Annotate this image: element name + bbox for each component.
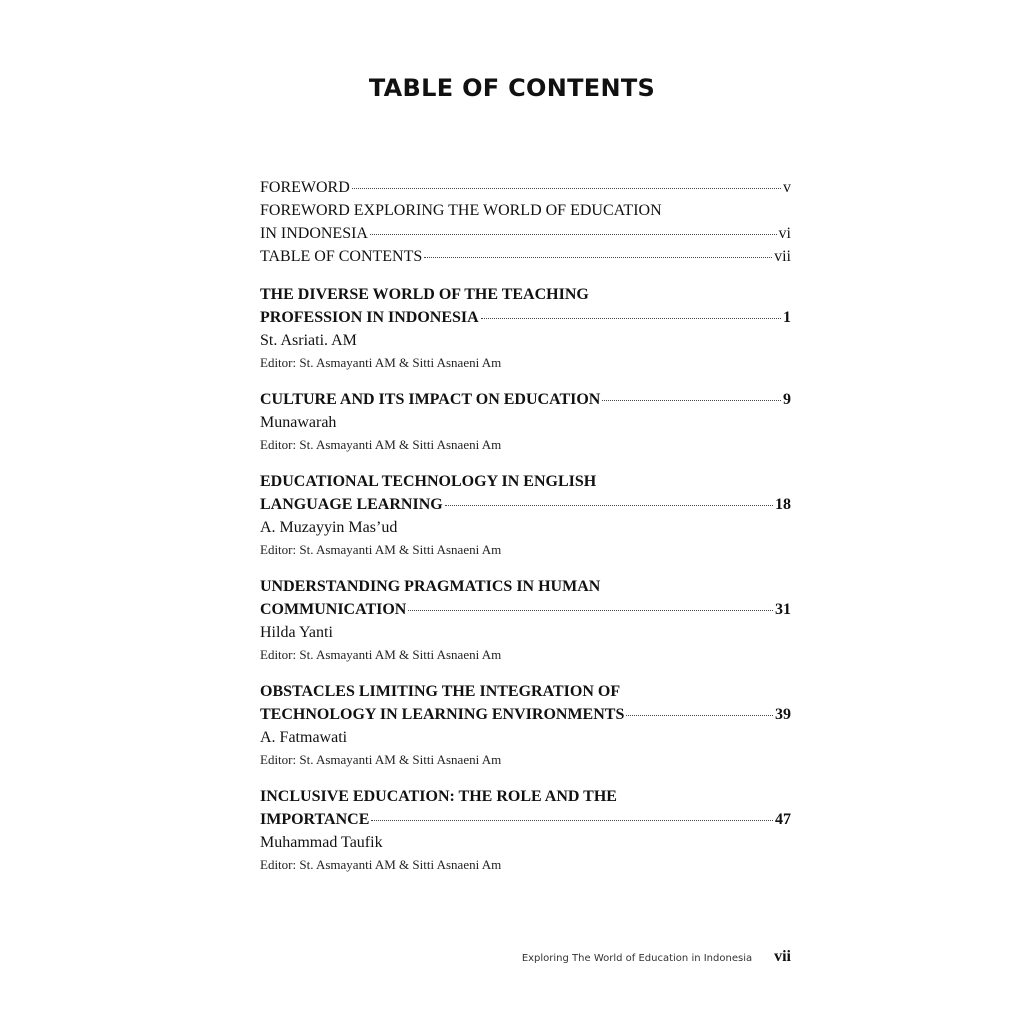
chapter-author: St. Asriati. AM [260,332,357,349]
dot-leader [445,505,773,506]
chapter-page: 31 [775,601,791,618]
chapter-title-row [260,388,791,411]
chapter-title-row [260,598,791,621]
entry-title: FOREWORD [260,179,350,196]
chapter-title: CULTURE AND ITS IMPACT ON EDUCATION [260,391,601,408]
chapter-title: TECHNOLOGY IN LEARNING ENVIRONMENTS [260,706,625,723]
chapter-editor: Editor: St. Asmayanti AM & Sitti Asnaeni Am [260,437,502,452]
chapter-page: 39 [775,706,791,723]
toc-chapter-entry[interactable] [260,680,791,771]
toc-chapter-entry[interactable] [260,388,791,456]
dot-leader [371,820,773,821]
chapter-title-line: UNDERSTANDING PRAGMATICS IN HUMAN [260,578,601,595]
chapter-title-row [260,493,791,516]
chapter-title-row [260,808,791,831]
chapter-title-line: INCLUSIVE EDUCATION: THE ROLE AND THE [260,788,617,805]
footer-page-number: vii [774,948,791,965]
toc-entry-foreword-exploring[interactable] [260,222,791,245]
chapter-author: Muhammad Taufik [260,834,383,851]
entry-title: TABLE OF CONTENTS [260,248,423,265]
footer-book-title: Exploring The World of Education in Indonesia [521,953,753,964]
chapter-title: LANGUAGE LEARNING [260,496,443,513]
chapter-title-line: THE DIVERSE WORLD OF THE TEACHING [260,286,589,303]
chapter-author: Hilda Yanti [260,624,333,641]
entry-page: vi [778,225,791,242]
toc-chapter-entry[interactable] [260,470,791,561]
chapter-page: 9 [783,391,791,408]
chapter-title-line: OBSTACLES LIMITING THE INTEGRATION OF [260,683,621,700]
chapter-author: A. Muzayyin Mas’ud [260,519,398,536]
chapter-title-line: EDUCATIONAL TECHNOLOGY IN ENGLISH [260,473,597,490]
entry-title: IN INDONESIA [260,225,368,242]
chapter-title: COMMUNICATION [260,601,407,618]
chapter-list [260,283,791,876]
dot-leader [602,400,781,401]
chapter-title: IMPORTANCE [260,811,370,828]
entry-page: vii [774,248,791,265]
toc-entry-table-of-contents[interactable] [260,245,791,268]
chapter-title-row [260,703,791,726]
chapter-editor: Editor: St. Asmayanti AM & Sitti Asnaeni Am [260,752,502,767]
chapter-page: 18 [775,496,791,513]
dot-leader [370,234,777,235]
chapter-title: PROFESSION IN INDONESIA [260,309,479,326]
chapter-editor: Editor: St. Asmayanti AM & Sitti Asnaeni Am [260,647,502,662]
chapter-author: A. Fatmawati [260,729,348,746]
chapter-editor: Editor: St. Asmayanti AM & Sitti Asnaeni Am [260,355,502,370]
dot-leader [352,188,781,189]
toc-chapter-entry[interactable] [260,575,791,666]
front-matter [260,176,791,268]
chapter-editor: Editor: St. Asmayanti AM & Sitti Asnaeni Am [260,857,502,872]
toc-chapter-entry[interactable] [260,283,791,374]
page-title: TABLE OF CONTENTS [368,74,656,102]
chapter-author: Munawarah [260,414,337,431]
chapter-title-row [260,306,791,329]
chapter-page: 47 [775,811,791,828]
dot-leader [408,610,773,611]
dot-leader [481,318,781,319]
toc-entry-title-line: FOREWORD EXPLORING THE WORLD OF EDUCATION [260,202,662,219]
toc-chapter-entry[interactable] [260,785,791,876]
dot-leader [424,257,772,258]
table-of-contents [260,176,791,890]
chapter-page: 1 [783,309,791,326]
entry-page: v [783,179,791,196]
dot-leader [626,715,773,716]
chapter-editor: Editor: St. Asmayanti AM & Sitti Asnaeni Am [260,542,502,557]
page-footer [260,948,791,966]
toc-entry-foreword[interactable] [260,176,791,199]
